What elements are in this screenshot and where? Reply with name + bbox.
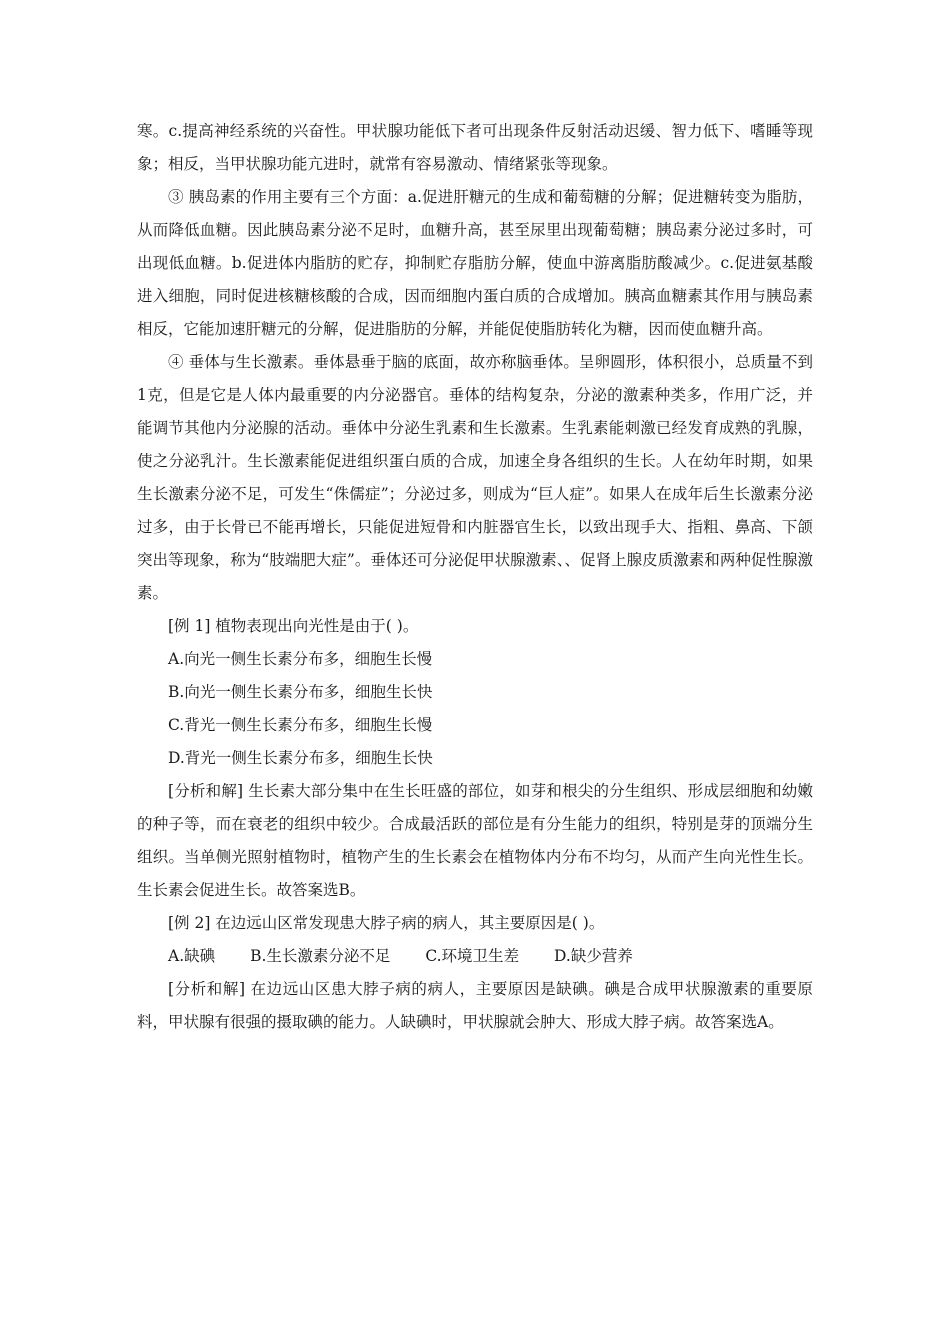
example2-option-c: C.环境卫生差 bbox=[425, 947, 520, 965]
example1-option-d: D.背光一侧生长素分布多，细胞生长快 bbox=[168, 749, 433, 767]
paragraph-thyroid-continued: 寒。c.提高神经系统的兴奋性。甲状腺功能低下者可出现条件反射活动迟缓、智力低下、嗜睡等现象；相反，当甲状腺功能亢进时，就常有容易激动、情绪紧张等现象。 bbox=[137, 122, 813, 173]
example2-option-b: B.生长激素分泌不足 bbox=[250, 947, 391, 965]
example1-option-c: C.背光一侧生长素分布多，细胞生长慢 bbox=[168, 716, 433, 734]
example2-question: [例 2] 在边远山区常发现患大脖子病的病人，其主要原因是( )。 bbox=[168, 914, 605, 932]
example1-option-a: A.向光一侧生长素分布多，细胞生长慢 bbox=[168, 650, 433, 668]
example1-question: [例 1] 植物表现出向光性是由于( )。 bbox=[168, 617, 419, 635]
example1-analysis: [分析和解] 生长素大部分集中在生长旺盛的部位，如芽和根尖的分生组织、形成层细胞和幼嫩的种子等，而在衰老的组织中较少。合成最活跃的部位是有分生能力的组织，特别是芽的顶端分生组织。当单侧光照射植物时，植物产生的生长素会在植物体内分布不均匀，从而产生向光性生长。生长素会促进生长。故答案选B。 bbox=[137, 782, 813, 899]
example1-option-b: B.向光一侧生长素分布多，细胞生长快 bbox=[168, 683, 433, 701]
document-body bbox=[137, 115, 813, 1039]
paragraph-pituitary: ④ 垂体与生长激素。垂体悬垂于脑的底面，故亦称脑垂体。呈卵圆形，体积很小，总质量不到1克，但是它是人体内最重要的内分泌器官。垂体的结构复杂，分泌的激素种类多，作用广泛，并能调节其他内分泌腺的活动。垂体中分泌生乳素和生长激素。生乳素能刺激已经发育成熟的乳腺，使之分泌乳汁。生长激素能促进组织蛋白质的合成，加速全身各组织的生长。人在幼年时期，如果生长激素分泌不足，可发生“侏儒症”；分泌过多，则成为“巨人症”。如果人在成年后生长激素分泌过多，由于长骨已不能再增长，只能促进短骨和内脏器官生长，以致出现手大、指粗、鼻高、下颌突出等现象，称为“肢端肥大症”。垂体还可分泌促甲状腺激素、、促肾上腺皮质激素和两种促性腺激素。 bbox=[137, 353, 813, 602]
example2-option-d: D.缺少营养 bbox=[554, 947, 633, 965]
example2-analysis: [分析和解] 在边远山区患大脖子病的病人，主要原因是缺碘。碘是合成甲状腺激素的重要原料，甲状腺有很强的摄取碘的能力。人缺碘时，甲状腺就会肿大、形成大脖子病。故答案选A。 bbox=[137, 980, 813, 1031]
example2-option-a: A.缺碘 bbox=[168, 947, 216, 965]
paragraph-insulin: ③ 胰岛素的作用主要有三个方面：a.促进肝糖元的生成和葡萄糖的分解；促进糖转变为脂肪，从而降低血糖。因此胰岛素分泌不足时，血糖升高，甚至尿里出现葡萄糖；胰岛素分泌过多时，可出现低血糖。b.促进体内脂肪的贮存，抑制贮存脂肪分解，使血中游离脂肪酸减少。c.促进氨基酸进入细胞，同时促进核糖核酸的合成，因而细胞内蛋白质的合成增加。胰高血糖素其作用与胰岛素相反，它能加速肝糖元的分解，促进脂肪的分解，并能促使脂肪转化为糖，因而使血糖升高。 bbox=[137, 188, 813, 338]
example2-options bbox=[137, 940, 813, 973]
